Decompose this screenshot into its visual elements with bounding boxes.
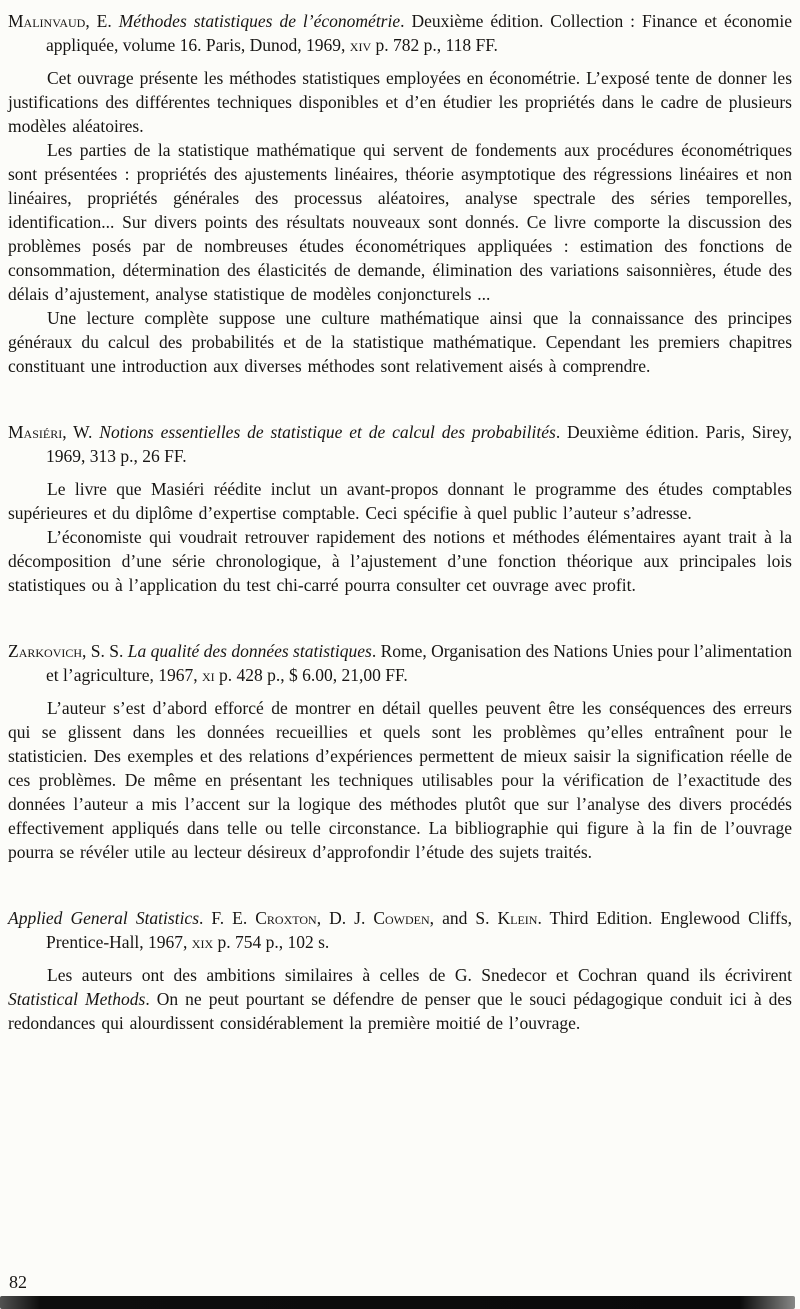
publication-info: . Rome, Organisation des Nations Unies pour l’alimentation et l’agriculture, 1967, — [46, 641, 792, 685]
heading-text: . F. E. — [199, 908, 256, 928]
publication-info: . Deuxième édition. Paris, Sirey, 1969, 313 p., 26 FF. — [46, 422, 793, 466]
publication-info: p. 782 p., 118 FF. — [371, 35, 498, 55]
entry-paragraph: Une lecture complète suppose une culture mathématique ainsi que la connaissance des principes généraux du calcul des probabilités et de la statistique mathématique. Cependant les premiers chapitres constituant une introduction aux diverses méthodes sont relativement aisés à comprendre. — [8, 308, 792, 376]
scan-edge-artifact — [0, 1296, 795, 1309]
entry-paragraph: Les parties de la statistique mathématique qui servent de fondements aux procédures économétriques sont présentées : propriétés des ajustements linéaires, théorie asymptotique des régressions linéaires et non linéaires, propriétés générales des processus aléatoires, analyse spectrale des séries temporelles, identification... Sur divers points des résultats nouveaux sont donnés. Ce livre comporte la discussion des problèmes posés par de nombreuses études économétriques appliquées : estimation des fonctions de consommation, détermination des élasticités de demande, élimination des variations saisonnières, étude des délais d’ajustement, analyse statistique de modèles conjoncturels ... — [8, 140, 792, 304]
inline-book-title: Statistical Methods — [8, 989, 146, 1009]
author-name: Cowden — [373, 908, 430, 928]
entry-paragraph: Cet ouvrage présente les méthodes statistiques employées en économétrie. L’exposé tente de donner les justifications des différentes techniques disponibles et d’en étudier les propriétés dans le cadre de plusieurs modèles aléatoires. — [8, 68, 792, 136]
entry-paragraph: Le livre que Masiéri réédite inclut un avant-propos donnant le programme des études comptables supérieures et du diplôme d’expertise comptable. Ceci spécifie à quel public l’auteur s’adresse. — [8, 479, 792, 523]
heading-text: , D. J. — [316, 908, 374, 928]
page-number: 82 — [9, 1272, 27, 1292]
author-name: Klein — [497, 908, 538, 928]
book-title: Notions essentielles de statistique et de calcul des probabilités — [99, 422, 556, 442]
bibliography-entry-masieri — [8, 420, 792, 597]
entry-heading — [8, 9, 792, 57]
author-name: Croxton — [255, 908, 317, 928]
entry-paragraph: L’économiste qui voudrait retrouver rapidement des notions et méthodes élémentaires ayant trait à la décomposition d’une série chronologique, à l’ajustement d’une fonction théorique aux principales lois statistiques ou à l’application du test chi-carré pourra consulter cet ouvrage avec profit. — [8, 527, 792, 595]
bibliography-entry-zarkovich — [8, 639, 792, 864]
publication-info: . Third Edition. Englewood Cliffs, Prentice-Hall, 1967, — [46, 908, 792, 952]
paragraph-text: Les auteurs ont des ambitions similaires à celles de G. Snedecor et Cochran quand ils écrivirent — [47, 965, 792, 985]
author-name: Masiéri, W. — [8, 422, 100, 442]
entry-heading — [8, 420, 792, 468]
entry-paragraph: L’auteur s’est d’abord efforcé de montrer en détail quelles peuvent être les conséquences des erreurs qui se glissent dans les données recueillies et quels sont les problèmes qu’elles entraînent pour le statisticien. Des exemples et des relations d’expériences permettent de mieux saisir la signification réelle de ces problèmes. De même en présentant les techniques utilisables pour la vérification de l’exactitude des données l’auteur a mis l’accent sur la logique des méthodes plutôt que sur l’analyse des divers procédés effectivement appliqués dans telle ou telle circonstance. La bibliographie qui figure à la fin de l’ouvrage pourra se révéler utile au lecteur désireux d’approfondir l’étude des sujets traités. — [8, 698, 792, 862]
roman-numeral-pages: xix — [191, 932, 214, 952]
entry-heading — [8, 906, 792, 954]
roman-numeral-pages: xiv — [349, 35, 372, 55]
bibliography-content — [8, 9, 792, 1035]
bibliography-entry-croxton-cowden-klein — [8, 906, 792, 1035]
publication-info: p. 428 p., $ 6.00, 21,00 FF. — [214, 665, 408, 685]
author-name: Zarkovich, S. S. — [8, 641, 128, 661]
entry-heading — [8, 639, 792, 687]
book-title: Applied General Statistics — [8, 908, 200, 928]
paragraph-text: . On ne peut pourtant se défendre de penser que le souci pédagogique conduit ici à des redondances qui alourdissent considérablement la première moitié de l’ouvrage. — [8, 989, 792, 1033]
publication-info: p. 754 p., 102 s. — [213, 932, 330, 952]
publication-info: . Deuxième édition. Collection : Finance et économie appliquée, volume 16. Paris, Dunod, 1969, — [46, 11, 792, 55]
bibliography-entry-malinvaud — [8, 9, 792, 378]
book-title: La qualité des données statistiques — [127, 641, 372, 661]
book-title: Méthodes statistiques de l’économétrie — [118, 11, 401, 31]
entry-paragraph — [8, 963, 792, 1035]
heading-text: , and S. — [429, 908, 498, 928]
roman-numeral-pages: xi — [202, 665, 215, 685]
author-name: Malinvaud, E. — [8, 11, 119, 31]
